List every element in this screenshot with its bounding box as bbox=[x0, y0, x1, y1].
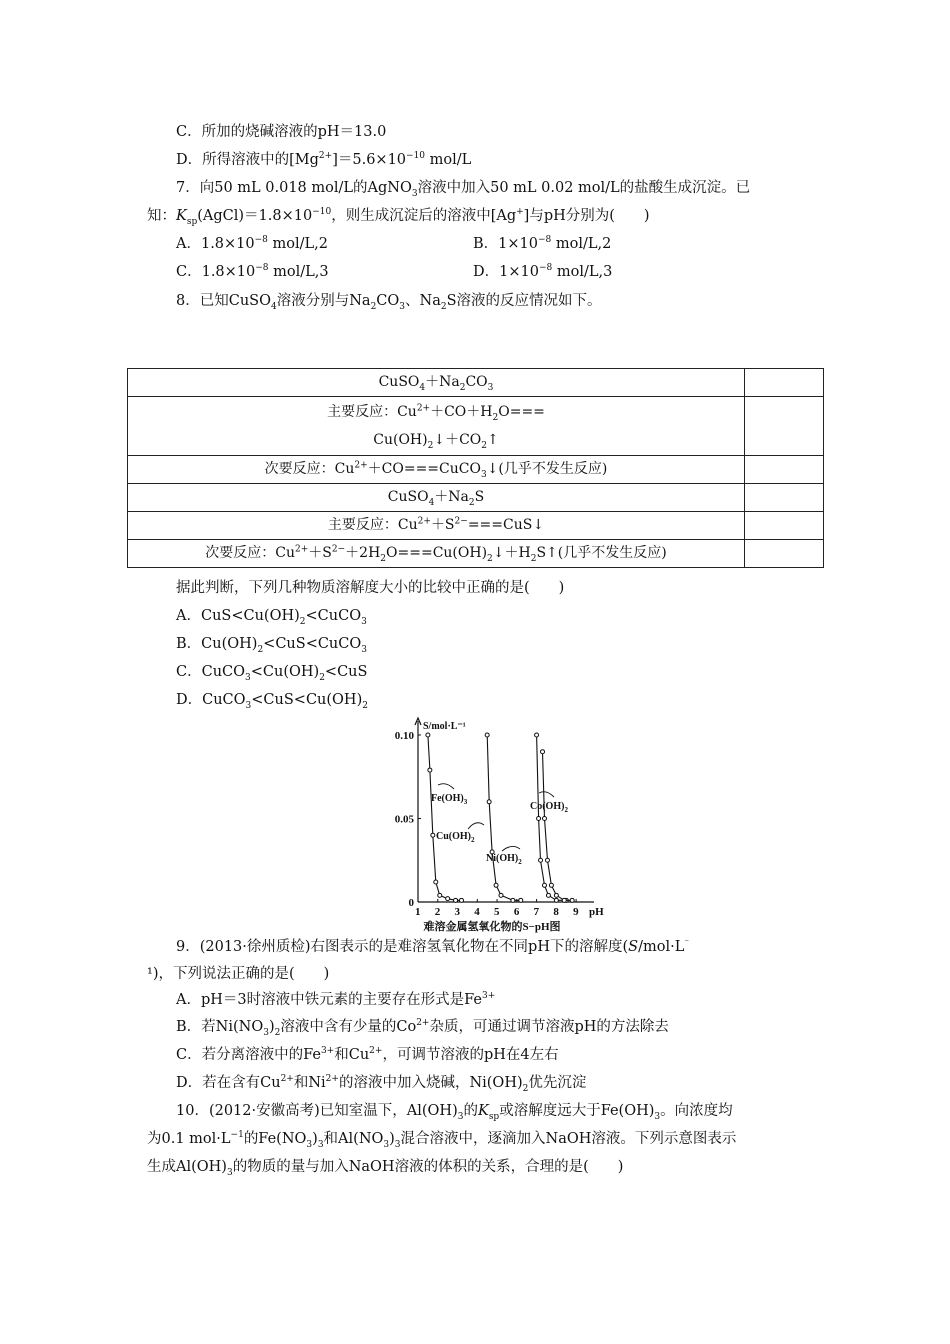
data-point bbox=[434, 880, 438, 884]
table-row bbox=[128, 369, 824, 397]
x-tick-label: 5 bbox=[494, 906, 500, 918]
data-point bbox=[431, 833, 435, 837]
q7-option-a: A．$1.8\times 10^{-8}$ mol/L,2 bbox=[176, 235, 328, 252]
chart-series bbox=[426, 733, 574, 902]
table-cell-empty bbox=[745, 484, 824, 512]
q8-stem: 8．已知CuSO$_4$溶液分别与$Na_2CO_3$、$Na_2S$溶液的反应情况如下。 bbox=[176, 293, 602, 312]
data-point bbox=[535, 733, 539, 737]
data-point bbox=[570, 898, 574, 902]
fe-oh3-label: $Fe(OH)_3$ bbox=[431, 793, 468, 806]
table-row bbox=[128, 540, 824, 568]
q9-option-c: C．若分离溶液中的$Fe^{3+}$和$Cu^{2+}$，可调节溶液的pH在4左右 bbox=[176, 1046, 559, 1063]
chart-axes bbox=[395, 718, 604, 918]
table-cell-empty bbox=[745, 369, 824, 397]
data-point bbox=[549, 883, 553, 887]
table-cell: $CuSO_4+Na_2CO_3$ bbox=[128, 369, 745, 397]
data-point bbox=[428, 768, 432, 772]
data-point bbox=[519, 898, 523, 902]
data-point bbox=[546, 893, 550, 897]
series-line bbox=[428, 735, 462, 900]
data-point bbox=[554, 893, 558, 897]
table-cell: 次要反应：$Cu^{2+}+S^{2-}+2H_2O===Cu(OH)_2↓+H_2S↑$(几乎不发生反应) bbox=[128, 540, 745, 568]
x-tick-label: 9 bbox=[573, 906, 579, 918]
cu-oh2-label: $Cu(OH)_2$ bbox=[436, 831, 475, 844]
data-point bbox=[537, 817, 541, 821]
data-point bbox=[454, 898, 458, 902]
data-point bbox=[539, 858, 543, 862]
data-point bbox=[438, 893, 442, 897]
series-line bbox=[487, 735, 521, 900]
q6-option-c: C．所加的烧碱溶液的pH＝13.0 bbox=[176, 124, 387, 140]
series-line bbox=[543, 752, 573, 901]
y-tick-label: 0 bbox=[408, 897, 414, 909]
data-point bbox=[511, 898, 515, 902]
ni-label-arrow bbox=[502, 846, 520, 851]
q9-stem-line2: ¹)，下列说法正确的是( ) bbox=[147, 966, 330, 982]
x-axis-label: pH bbox=[589, 906, 604, 918]
y-tick-label: 0.10 bbox=[394, 730, 414, 742]
data-point bbox=[541, 750, 545, 754]
cu-label-arrow bbox=[468, 823, 484, 829]
co-label-arrow bbox=[539, 792, 554, 797]
q9-stem-line1: 9．(2013·徐州质检)右图表示的是难溶氢氧化物在不同pH下的溶解度(S/mol·L⁻ bbox=[176, 938, 690, 955]
table-cell-empty bbox=[745, 456, 824, 484]
table-cell-empty bbox=[745, 397, 824, 456]
table-cell: 主要反应：$Cu^{2+}+S^{2-}===CuS↓$ bbox=[128, 512, 745, 540]
data-point bbox=[542, 883, 546, 887]
data-point bbox=[494, 883, 498, 887]
y-axis-label: S/mol·L⁻¹ bbox=[423, 721, 466, 732]
ni-oh2-label: $Ni(OH)_2$ bbox=[486, 853, 522, 866]
x-tick-label: 7 bbox=[533, 906, 540, 918]
x-tick-label: 4 bbox=[474, 906, 480, 918]
q7-option-b: B．$1\times 10^{-8}$ mol/L,2 bbox=[473, 235, 612, 252]
q9-option-d: D．若在含有$Cu^{2+}$和$Ni^{2+}$的溶液中加入烧碱，$Ni(OH)_2$优先沉淀 bbox=[176, 1074, 587, 1094]
chart-title: 难溶金属氢氧化物的S−pH图 bbox=[423, 921, 561, 933]
solubility-ph-chart bbox=[376, 715, 606, 935]
table-cell: 次要反应：$Cu^{2+}+CO===CuCO_3↓$(几乎不发生反应) bbox=[128, 456, 745, 484]
q10-stem-line3: 生成$Al(OH)_3$的物质的量与加入NaOH溶液的体积的关系，合理的是( ) bbox=[147, 1159, 624, 1178]
x-tick-label: 6 bbox=[513, 906, 520, 918]
fe-label-arrow bbox=[438, 784, 454, 789]
q8-option-c: C．$CuCO_3<Cu(OH)_2<CuS$ bbox=[176, 664, 368, 683]
q8-option-d: D．$CuCO_3<CuS<Cu(OH)_2$ bbox=[176, 692, 368, 711]
data-point bbox=[562, 898, 566, 902]
table-cell: 主要反应：$Cu^{2+}+CO+H_2O===$ $Cu(OH)_2↓+CO_2↑$ bbox=[128, 397, 745, 456]
data-point bbox=[542, 817, 546, 821]
q7-stem-line1: 7．向50 mL 0.018 mol/L的AgNO$_3$溶液中加入50 mL 0.02 mol/L的盐酸生成沉淀。已 bbox=[176, 180, 751, 199]
series-line bbox=[537, 735, 567, 900]
y-tick-label: 0.05 bbox=[394, 813, 414, 826]
data-point bbox=[499, 893, 503, 897]
data-point bbox=[485, 733, 489, 737]
table-cell-empty bbox=[745, 512, 824, 540]
table-row bbox=[128, 484, 824, 512]
data-point bbox=[426, 733, 430, 737]
table-cell-empty bbox=[745, 540, 824, 568]
table-row bbox=[128, 512, 824, 540]
reaction-table bbox=[127, 368, 824, 568]
table-row bbox=[128, 397, 824, 456]
q6-option-d: D．所得溶液中的$[Mg^{2+}]=5.6\times 10^{-10}$ mol/L bbox=[176, 151, 472, 168]
co-oh2-label: $Co(OH)_2$ bbox=[530, 801, 568, 814]
q8-after-text: 据此判断，下列几种物质溶解度大小的比较中正确的是( ) bbox=[176, 580, 565, 596]
x-tick-label: 2 bbox=[434, 906, 441, 918]
q7-option-c: C．$1.8\times 10^{-8}$ mol/L,3 bbox=[176, 263, 329, 280]
q9-option-b: B．若$Ni(NO_3)_2$溶液中含有少量的$Co^{2+}$杂质，可通过调节溶液pH的方法除去 bbox=[176, 1018, 669, 1038]
x-tick-label: 8 bbox=[553, 906, 559, 918]
q10-stem-line1: 10．(2012·安徽高考)已知室温下，$Al(OH)_3$的$K_{sp}$或溶解度远大于$Fe(OH)_3$。向浓度均 bbox=[176, 1103, 733, 1122]
data-point bbox=[487, 800, 491, 804]
q8-option-a: A．$CuS<Cu(OH)_2<CuCO_3$ bbox=[176, 608, 367, 627]
q9-option-a: A．pH＝3时溶液中铁元素的主要存在形式是$Fe^{3+}$ bbox=[176, 991, 496, 1008]
data-point bbox=[459, 898, 463, 902]
q8-option-b: B．$Cu(OH)_2<CuS<CuCO_3$ bbox=[176, 636, 367, 655]
data-point bbox=[554, 898, 558, 902]
x-tick-label: 3 bbox=[454, 906, 461, 918]
q10-stem-line2: 为0.1 $mol\cdot L^{-1}$的$Fe(NO_3)_3$和$Al(NO_3)_3$混合溶液中，逐滴加入NaOH溶液。下列示意图表示 bbox=[147, 1130, 737, 1150]
x-tick-label: 1 bbox=[415, 906, 421, 918]
q7-stem-line2: 知：$K_{sp}(AgCl)=1.8\times 10^{-10}$，则生成沉淀后的溶液中[Ag+]与pH分别为( ) bbox=[147, 207, 650, 227]
q7-option-d: D．$1\times 10^{-8}$ mol/L,3 bbox=[473, 263, 613, 280]
data-point bbox=[545, 858, 549, 862]
data-point bbox=[446, 897, 450, 901]
table-row bbox=[128, 456, 824, 484]
table-cell: $CuSO_4+Na_2S$ bbox=[128, 484, 745, 512]
